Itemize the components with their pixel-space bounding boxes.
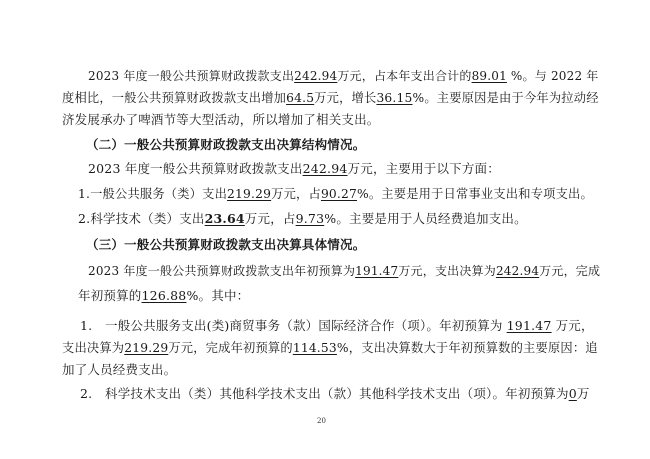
section-heading-2: （二）一般公共预算财政拨款支出决算结构情况。 [86, 137, 366, 152]
value-increase: 64.5 [286, 91, 315, 105]
p3-line1 [88, 263, 600, 279]
text: %。主要原因是由于今年为拉动经 [412, 91, 599, 105]
page-number: 20 [317, 417, 326, 425]
value-total-expense: 242.94 [302, 161, 348, 176]
list-item-1 [78, 186, 593, 202]
p3-line2 [78, 288, 249, 304]
text: 万 [576, 386, 590, 401]
value-amount: 23.64 [204, 211, 245, 226]
text: 万元，占 [244, 211, 296, 226]
text: 2023 年度一般公共预算财政拨款支出年初预算为 [88, 264, 356, 278]
text: %，支出决算数大于年初预算数的主要原因：追 [336, 341, 598, 355]
list-item-2 [78, 211, 527, 227]
p1-line3 [62, 112, 380, 128]
text: 万元，占本年支出合计的 [337, 69, 472, 83]
value-budget: 0 [568, 386, 577, 401]
text: 万元，支出决算为 [398, 264, 496, 278]
value-percent: 90.27 [320, 187, 358, 201]
detail-1-line1 [80, 318, 594, 334]
text: %。其中： [186, 288, 250, 303]
value-percent-share: 89.01 [471, 69, 507, 83]
value-final: 219.29 [124, 341, 169, 355]
text: 1.一般公共服务（类）支出 [78, 187, 228, 201]
value-growth: 36.15 [376, 91, 413, 105]
text: %。主要是用于人员经费追加支出。 [324, 211, 527, 226]
text: 万元，完成 [539, 264, 601, 278]
text: 万元，占 [271, 187, 321, 201]
text: 2.科学技术（类）支出 [78, 211, 205, 226]
detail-1-line2 [62, 340, 598, 356]
section-heading-3: （三）一般公共预算财政拨款支出决算具体情况。 [86, 237, 366, 252]
value-budget: 191.47 [355, 264, 399, 278]
text: 年初预算的 [78, 288, 142, 303]
text: 2023 年度一般公共预算财政拨款支出 [88, 69, 295, 83]
p1-line2 [62, 90, 599, 106]
detail-2-line1 [80, 386, 590, 402]
text: 加了人员经费支出。 [62, 362, 177, 377]
value-completion: 126.88 [141, 288, 187, 303]
text: 支出决算为 [62, 341, 125, 355]
text: %。与 2022 年 [506, 69, 599, 83]
text: 万元，增长 [314, 91, 377, 105]
text: %。主要是用于日常事业支出和专项支出。 [357, 187, 593, 201]
value-percent: 9.73 [295, 211, 325, 226]
text: 1. 一般公共服务支出(类)商贸事务（款）国际经济合作（项）。年初预算为 [80, 318, 503, 333]
value-amount: 219.29 [227, 187, 272, 201]
text: 度相比，一般公共预算财政拨款支出增加 [62, 91, 287, 105]
text: 万元，主要用于以下方面： [347, 161, 500, 176]
p2-line1 [88, 161, 500, 177]
text: 2. 科学技术支出（类）其他科学技术支出（款）其他科学技术支出（项）。年初预算为 [80, 386, 569, 401]
text: 万元，完成年初预算的 [168, 341, 293, 355]
value-total-expense: 242.94 [294, 69, 338, 83]
value-final: 242.94 [495, 264, 540, 278]
detail-1-line3 [62, 362, 176, 378]
value-completion: 114.53 [292, 341, 337, 355]
p1-line1 [88, 68, 599, 84]
text: 济发展承办了啤酒节等大型活动，所以增加了相关支出。 [62, 112, 380, 127]
value-budget: 191.47 [506, 318, 552, 333]
text: 万元， [555, 318, 594, 333]
text: 2023 年度一般公共预算财政拨款支出 [88, 161, 303, 176]
